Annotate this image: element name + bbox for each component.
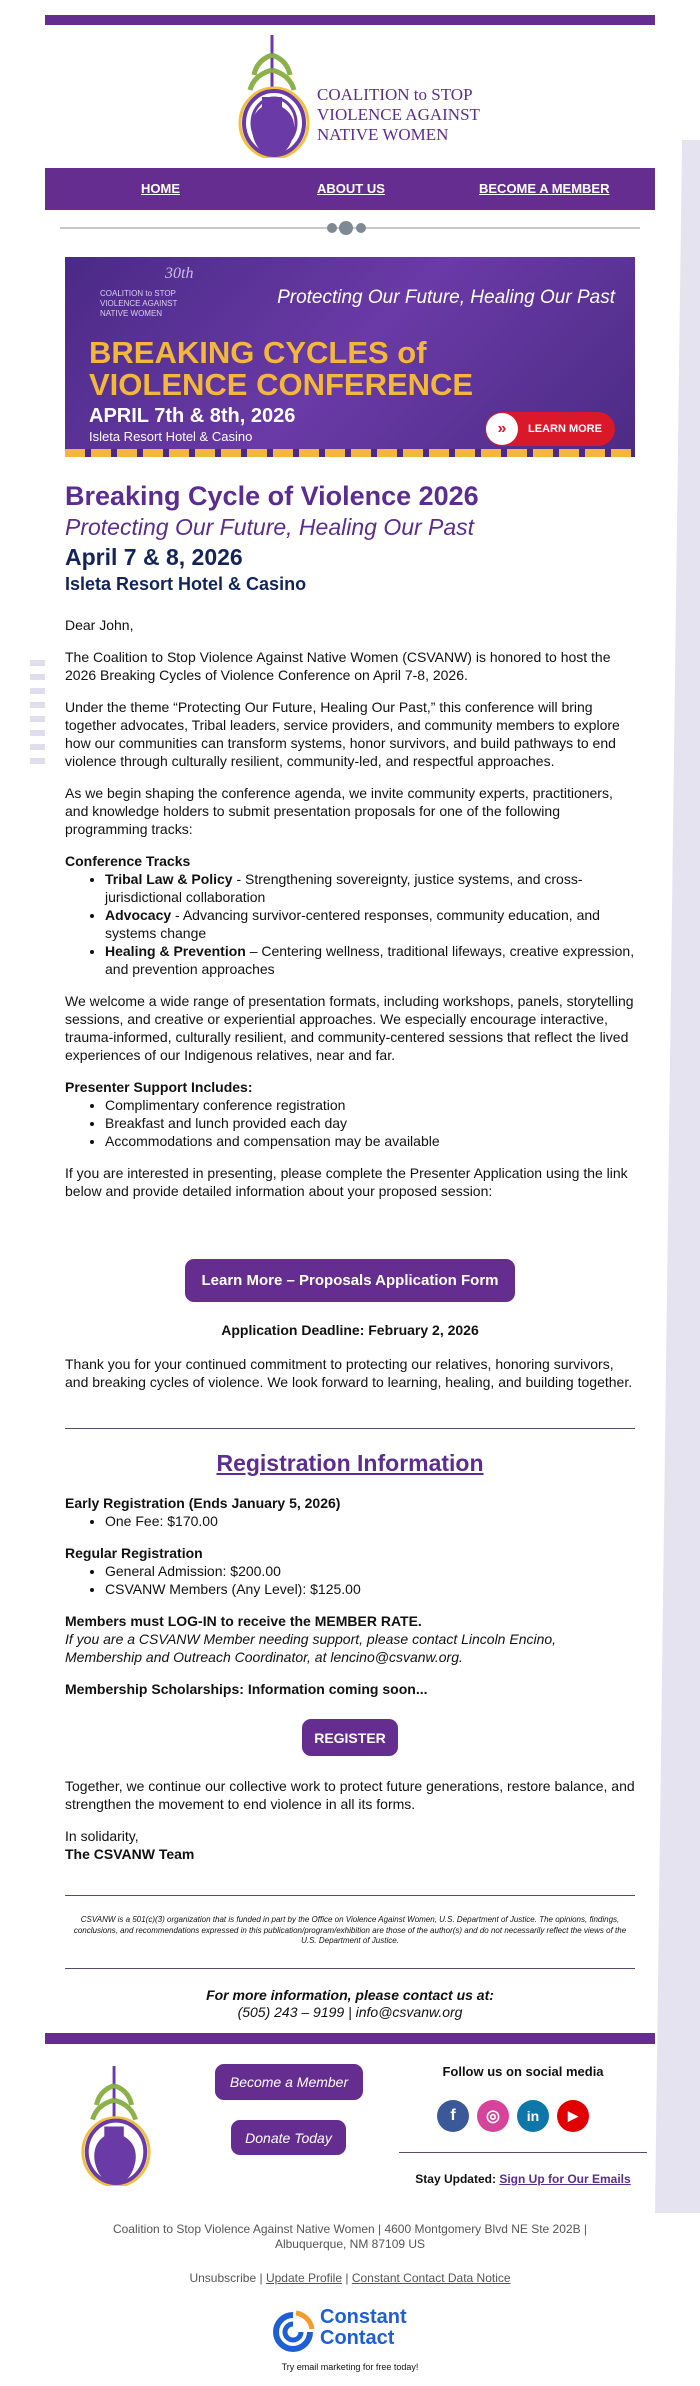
- paragraph: As we begin shaping the conference agenda, we invite community experts, practitioners, and knowledge holders to submit presentation proposals for one of the following programming tracks:: [65, 785, 613, 837]
- track-desc: – Centering wellness, traditional lifeways, creative expression, and prevention approaches: [105, 943, 635, 977]
- conference-banner[interactable]: [65, 257, 635, 457]
- early-registration-heading: Early Registration (Ends January 5, 2026): [65, 1495, 341, 1511]
- mailing-address: [45, 2222, 655, 2252]
- footer-logo-icon[interactable]: [76, 2066, 156, 2186]
- paragraph: We welcome a wide range of presentation formats, including workshops, panels, storytelling sessions, and creative or experiential approaches. We especially encourage interactive, trauma-informed, culturally resilient, and community-centered sessions that reflect the lived experiences of our Indigenous relatives, near and far.: [65, 993, 634, 1063]
- logo-emblem-icon: [234, 35, 314, 158]
- regular-registration-heading: Regular Registration: [65, 1545, 203, 1561]
- closing-paragraph: Together, we continue our collective work to protect future generations, restore balance, and strengthen the movement to end violence in all its forms.: [65, 1778, 635, 1812]
- tracks-heading: Conference Tracks: [65, 853, 191, 869]
- page-title: Breaking Cycle of Violence 2026: [65, 481, 479, 511]
- banner-learn-more-label: LEARN MORE: [528, 423, 602, 435]
- track-name: Tribal Law & Policy: [105, 871, 233, 887]
- list-item: [105, 942, 635, 978]
- cc-line: Contact: [320, 2327, 395, 2349]
- banner-dates: APRIL 7th & 8th, 2026: [89, 405, 296, 427]
- update-profile-link[interactable]: Update Profile: [265, 2271, 342, 2285]
- banner-venue: Isleta Resort Hotel & Casino: [89, 429, 253, 444]
- list-item: • CSVANW Members (Any Level): $125.00: [105, 1580, 635, 1598]
- footer-links: [45, 2271, 655, 2285]
- list-item: • One Fee: $170.00: [105, 1512, 635, 1530]
- tracks-list: [105, 870, 635, 978]
- divider-dot: [327, 223, 337, 233]
- logo-line: NATIVE WOMEN: [317, 125, 449, 144]
- logo-line: COALITION to STOP: [317, 85, 473, 104]
- support-heading: Presenter Support Includes:: [65, 1079, 253, 1095]
- cc-tagline: Try email marketing for free today!: [281, 2362, 419, 2372]
- logo-text: [317, 85, 480, 145]
- banner-title-line1: BREAKING CYCLES of: [89, 335, 427, 370]
- team-signature: The CSVANW Team: [65, 1846, 195, 1862]
- stay-updated: [399, 2172, 647, 2186]
- support-list: [105, 1096, 635, 1150]
- page-subtitle: Protecting Our Future, Healing Our Past: [65, 514, 475, 540]
- list-item: • Breakfast and lunch provided each day: [105, 1114, 635, 1132]
- footer-divider: [399, 2152, 647, 2153]
- facebook-icon[interactable]: f: [437, 2100, 469, 2132]
- scholarships-note: Membership Scholarships: Information coming soon...: [65, 1681, 428, 1697]
- double-chevron-icon: »: [486, 413, 518, 445]
- greeting: Dear John,: [65, 617, 134, 633]
- register-button[interactable]: REGISTER: [302, 1719, 398, 1756]
- list-item: [105, 870, 635, 906]
- banner-logo-line: COALITION to STOP: [100, 289, 176, 298]
- logo-line: VIOLENCE AGAINST: [317, 105, 480, 124]
- registration-heading-link[interactable]: Registration Information: [216, 1450, 484, 1476]
- instagram-icon[interactable]: ◎: [477, 2100, 509, 2132]
- constant-contact-wordmark: [320, 2307, 407, 2349]
- regular-list: [105, 1562, 635, 1598]
- track-desc: - Strengthening sovereignty, justice systems, and cross-jurisdictional collaboration: [105, 871, 583, 905]
- paragraph: If you are interested in presenting, please complete the Presenter Application using the link below and provide detailed information about your proposed session:: [65, 1165, 628, 1199]
- data-notice-link[interactable]: Constant Contact Data Notice: [351, 2271, 511, 2285]
- address-line: Coalition to Stop Violence Against Native Women | 4600 Montgomery Blvd NE Ste 202B |: [112, 2222, 588, 2236]
- main-nav: [45, 168, 655, 210]
- application-deadline: Application Deadline: February 2, 2026: [221, 1322, 479, 1338]
- list-item: [105, 906, 635, 942]
- link-separator: |: [345, 2271, 349, 2285]
- funding-disclaimer: CSVANW is a 501(c)(3) organization that is funded in part by the Office on Violence Against Women, U.S. Department of Justice. The opinions, findings, conclusions, and recommendations expressed in this publication/program/exhibition are those of the author(s) and do not necessarily reflect the views of the U.S. Department of Justice.: [73, 1915, 627, 1945]
- follow-heading: Follow us on social media: [442, 2064, 604, 2079]
- contact-heading: For more information, please contact us at:: [206, 1987, 494, 2003]
- event-date: April 7 & 8, 2026: [65, 544, 243, 570]
- proposals-application-button[interactable]: Learn More – Proposals Application Form: [185, 1259, 515, 1302]
- thank-you-paragraph: Thank you for your continued commitment to protecting our relatives, honoring survivors, and breaking cycles of violence. We look forward to learning, healing, and building together.: [65, 1356, 633, 1390]
- become-member-button[interactable]: Become a Member: [215, 2064, 363, 2100]
- cc-line: Constant: [320, 2306, 407, 2328]
- list-item: • Accommodations and compensation may be available: [105, 1132, 635, 1150]
- main-content: [65, 480, 635, 1214]
- registration-details: [65, 1494, 635, 1698]
- divider-dot: [339, 221, 353, 235]
- contact-details: (505) 243 – 9199 | info@csvanw.org: [237, 2004, 463, 2020]
- banner-logo-line: NATIVE WOMEN: [100, 309, 163, 318]
- nav-about-us[interactable]: ABOUT US: [317, 181, 385, 196]
- list-item: • Complimentary conference registration: [105, 1096, 635, 1114]
- registration-heading-wrap: [65, 1450, 635, 1477]
- track-name: Healing & Prevention: [105, 943, 246, 959]
- banner-tagline: Protecting Our Future, Healing Our Past: [277, 287, 615, 308]
- unsubscribe-link[interactable]: Unsubscribe: [189, 2271, 257, 2285]
- banner-anniversary-badge: 30th: [165, 265, 194, 282]
- paragraph: The Coalition to Stop Violence Against Native Women (CSVANW) is honored to host the 2026 Breaking Cycles of Violence Conference on April 7-8, 2026.: [65, 649, 611, 683]
- event-venue: Isleta Resort Hotel & Casino: [65, 574, 307, 594]
- track-name: Advocacy: [105, 907, 172, 923]
- nav-home[interactable]: HOME: [141, 181, 180, 196]
- section-divider: [65, 1895, 635, 1896]
- support-note: If you are a CSVANW Member needing support, please contact Lincoln Encino, Membership and Outreach Coordinator, at lencino@csvanw.org.: [65, 1631, 557, 1665]
- background-shape: [30, 660, 45, 770]
- banner-title-line2: VIOLENCE CONFERENCE: [89, 367, 474, 402]
- youtube-icon[interactable]: ▶: [557, 2100, 589, 2132]
- members-note: Members must LOG-IN to receive the MEMBER RATE.: [65, 1613, 422, 1629]
- nav-become-member[interactable]: BECOME A MEMBER: [479, 181, 610, 196]
- banner-learn-more-button[interactable]: [485, 412, 615, 446]
- stay-updated-label: Stay Updated:: [415, 2172, 496, 2186]
- linkedin-icon[interactable]: in: [517, 2100, 549, 2132]
- list-item: • General Admission: $200.00: [105, 1562, 635, 1580]
- contact-info: [65, 1987, 635, 2021]
- closing-section: [65, 1777, 635, 1863]
- constant-contact-logo[interactable]: [270, 2307, 430, 2353]
- signoff: In solidarity,: [65, 1828, 139, 1844]
- address-line: Albuquerque, NM 87109 US: [274, 2237, 426, 2251]
- banner-logo-text: [100, 289, 177, 319]
- banner-pattern-strip: [65, 449, 635, 457]
- track-desc: - Advancing survivor-centered responses, community education, and systems change: [105, 907, 600, 941]
- top-accent-bar: [45, 15, 655, 25]
- link-separator: |: [259, 2271, 263, 2285]
- constant-contact-icon: [270, 2309, 316, 2355]
- divider-dot: [356, 223, 366, 233]
- section-divider: [65, 1428, 635, 1429]
- banner-logo-line: VIOLENCE AGAINST: [100, 299, 178, 308]
- early-list: [105, 1512, 635, 1530]
- background-shape: [655, 140, 700, 2213]
- donate-button[interactable]: Donate Today: [231, 2120, 346, 2155]
- signup-emails-link[interactable]: Sign Up for Our Emails: [499, 2172, 631, 2186]
- section-divider: [65, 1968, 635, 1969]
- csvanw-logo[interactable]: [234, 35, 480, 158]
- footer-accent-bar: [45, 2033, 655, 2044]
- paragraph: Under the theme “Protecting Our Future, Healing Our Past,” this conference will bring together advocates, Tribal leaders, service providers, and community members to explore how our communities can transform systems, honor survivors, and build pathways to end violence through culturally resilient, community-led, and respectful approaches.: [65, 699, 620, 769]
